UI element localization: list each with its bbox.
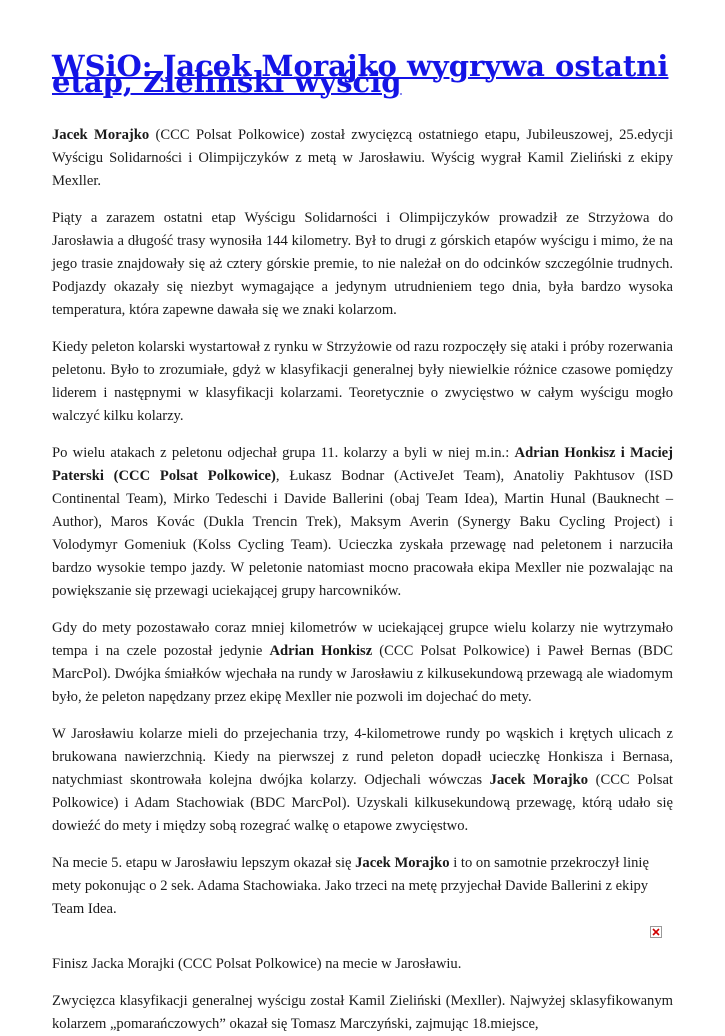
paragraph-text: , Łukasz Bodnar (ActiveJet Team), Anatoliy Pakhtusov (ISD Continental Team), Mirko Tedeschi i Davide Ballerini (obaj Team Idea), Martin Hunal (Bauknecht – Author), Maros Kovác (Dukla Trencin Trek), Maksym Averin (Synergy Baku Cycling Project) i Volodymyr Gomeniuk (Kolss Cycling Team). Ucieczka zyskała przewagę nad peletonem i narzuciła bardzo wysokie tempo jazdy. W peletonie natomiast mocno pracowała ekipa Mexller nie pozwalając na powiększanie się przewagi uciekającej grupy harcowników. (52, 468, 673, 599)
paragraph-4 (52, 442, 673, 603)
paragraph-3: Kiedy peleton kolarski wystartował z rynku w Strzyżowie od razu rozpoczęły się ataki i próby rozerwania peletonu. Było to zrozumiałe, gdyż w klasyfikacji generalnej były niewielkie różnice czasowe pomiędzy liderem i następnymi w klasyfikacji kolarzami. Teoretycznie o zwycięstwo w całym wyścigu mogło walczyć kilku kolarzy. (52, 339, 673, 424)
bold-name: Adrian Honkisz i Maciej Paterski (CCC Polsat Polkowice) (52, 445, 673, 484)
bold-name: Jacek Morajko (52, 127, 150, 143)
paragraph-text: i to on samotnie przekroczył linię mety pokonując o 2 sek. Adama Stachowiaka. Jako trzeci na metę przyjechał Davide Ballerini z ekipy Team Idea. (52, 855, 649, 917)
broken-image-icon[interactable] (650, 926, 662, 938)
article-body (52, 124, 674, 1032)
paragraph-6 (52, 723, 673, 838)
article-title-link[interactable]: WSiO: Jacek Morajko wygrywa ostatni etap, Zieliński wyścig (52, 49, 669, 99)
paragraph-7 (52, 852, 673, 921)
bold-name: Adrian Honkisz (269, 643, 373, 659)
bold-name: Jacek Morajko (355, 855, 450, 871)
paragraph-8: Zwycięzca klasyfikacji generalnej wyścigu został Kamil Zieliński (Mexller). Najwyżej sklasyfikowanym kolarzem „pomarańczowych” okazał się Tomasz Marczyński, zajmując 18.miejsce, (52, 993, 673, 1032)
bold-name: Jacek Morajko (489, 772, 589, 788)
close-x-icon (651, 927, 661, 937)
paragraph-text: (CCC Polsat Polkowice) został zwycięzcą ostatniego etapu, Jubileuszowej, 25.edycji Wyścigu Solidarności i Olimpijczyków z metą w Jarosławiu. Wyścig wygrał Kamil Zieliński z ekipy Mexller. (52, 127, 674, 189)
article-page (52, 48, 674, 1032)
paragraph-1 (52, 124, 673, 193)
paragraph-text: Na mecie 5. etapu w Jarosławiu lepszym okazał się (52, 855, 356, 871)
paragraph-text: Gdy do mety pozostawało coraz mniej kilometrów w uciekającej grupce wielu kolarzy nie wytrzymało tempa i na czele pozostał jedynie (52, 620, 673, 659)
paragraph-text: (CCC Polsat Polkowice) i Paweł Bernas (BDC MarcPol). Dwójka śmiałków wjechała na rundy w Jarosławiu z kilkusekundową przewagą ale wiadomym było, że peleton napędzany przez ekipę Mexller nie pozwoli im dojechać do mety. (52, 643, 673, 705)
paragraph-5 (52, 617, 673, 709)
paragraph-text: W Jarosławiu kolarze mieli do przejechania trzy, 4-kilometrowe rundy po wąskich i krętych ulicach z brukowana nawierzchnią. Kiedy na pierwszej z rund peleton dopadł ucieczkę Honkisza i Bernasa, natychmiast skontrowała kolejna dwójka kolarzy. Odjechali wówczas (52, 726, 673, 788)
paragraph-text: (CCC Polsat Polkowice) i Adam Stachowiak (BDC MarcPol). Uzyskali kilkusekundową przewagę, którą udało się dowieźć do mety i między sobą rozegrać walkę o etapowe zwycięstwo. (52, 772, 673, 834)
paragraph-2: Piąty a zarazem ostatni etap Wyścigu Solidarności i Olimpijczyków prowadził ze Strzyżowa do Jarosławia a długość trasy wynosiła 144 kilometry. Był to drugi z górskich etapów wyścigu i mimo, że na jego trasie znajdowały się aż cztery górskie premie, to nie należał on do odcinków szczególnie trudnych. Podjazdy okazały się niezbyt wymagające a jedynym utrudnieniem tego dnia, była bardzo wysoka temperatura, która zapewne dawała się we znaki kolarzom. (52, 210, 673, 318)
image-caption: Finisz Jacka Morajki (CCC Polsat Polkowice) na mecie w Jarosławiu. (52, 956, 462, 972)
paragraph-text: Po wielu atakach z peletonu odjechał grupa 11. kolarzy a byli w niej m.in.: (52, 445, 515, 461)
article-title[interactable] (52, 48, 673, 99)
